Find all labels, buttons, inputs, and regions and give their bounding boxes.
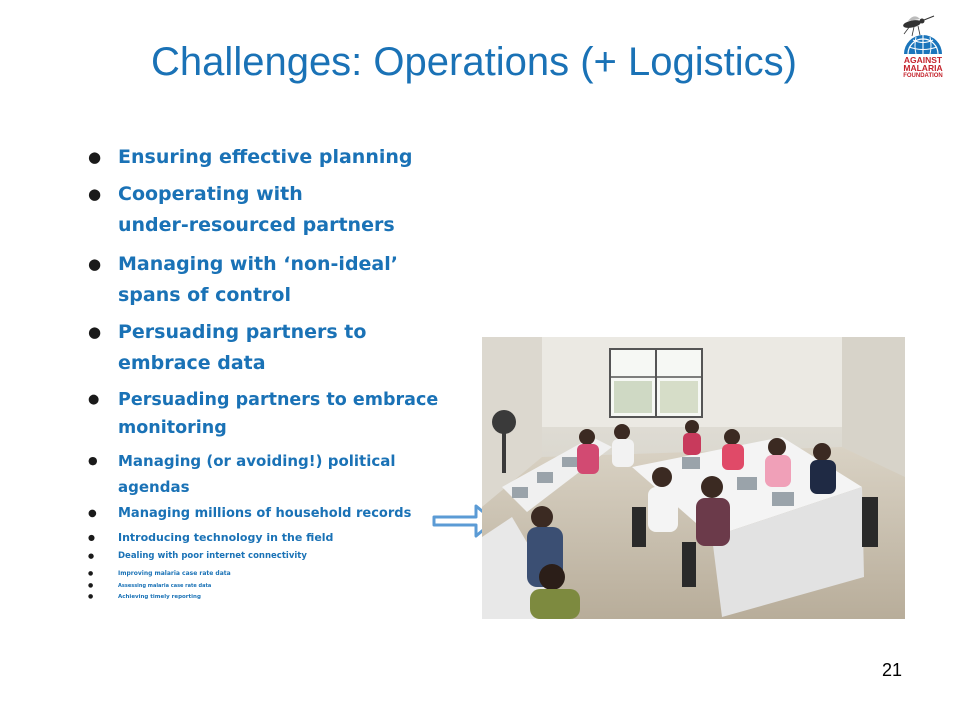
bullet-icon: ●	[88, 593, 94, 600]
bullet-icon: ●	[88, 255, 102, 273]
list-item-text: Persuading partners to embrace	[118, 390, 439, 410]
list-item-text: Ensuring effective planning	[118, 146, 413, 168]
list-item-text: monitoring	[118, 418, 227, 438]
bullet-icon: ●	[88, 570, 94, 577]
against-malaria-logo	[892, 10, 954, 82]
list-item	[88, 179, 395, 241]
list-item	[88, 582, 212, 590]
list-item	[88, 569, 231, 578]
page-number: 21	[881, 660, 902, 680]
slide-title: Challenges: Operations (+ Logistics)	[151, 40, 797, 84]
list-item	[88, 386, 439, 442]
list-item-text: Managing with ‘non-ideal’	[118, 253, 398, 275]
bullet-icon: ●	[88, 323, 102, 341]
list-item	[88, 448, 396, 500]
bullet-icon: ●	[88, 582, 94, 589]
list-item-text: agendas	[118, 478, 190, 496]
bullet-icon: ●	[88, 533, 95, 542]
bullet-icon: ●	[88, 148, 102, 166]
bullet-icon: ●	[88, 552, 95, 560]
list-item-text: spans of control	[118, 284, 291, 306]
list-item-text: Managing millions of household records	[118, 506, 412, 521]
list-item	[88, 593, 201, 601]
list-item	[88, 531, 334, 545]
bullet-icon: ●	[88, 392, 100, 407]
list-item-text: Improving malaria case rate data	[118, 570, 231, 577]
bullet-icon: ●	[88, 508, 97, 519]
list-item	[88, 551, 307, 562]
list-item	[88, 142, 413, 173]
list-item-text: Introducing technology in the field	[118, 531, 334, 544]
list-item-text: Persuading partners to	[118, 321, 367, 343]
logo-text-malaria: MALARIA	[903, 63, 943, 73]
list-item-text: under-resourced partners	[118, 214, 395, 236]
list-item	[88, 504, 412, 524]
mosquito-globe-icon	[892, 10, 954, 58]
list-item	[88, 249, 398, 311]
challenge-list	[0, 0, 470, 620]
logo-text-against: AGAINST	[903, 55, 943, 65]
list-item-text: Cooperating with	[118, 183, 303, 205]
data-entry-room-photo	[482, 337, 905, 619]
bullet-icon: ●	[88, 185, 102, 203]
bullet-icon: ●	[88, 454, 98, 467]
list-item-text: Assessing malaria case rate data	[118, 583, 212, 589]
logo-text-foundation: FOUNDATION	[903, 73, 943, 79]
list-item	[88, 317, 367, 379]
list-item-text: Achieving timely reporting	[118, 594, 201, 600]
list-item-text: embrace data	[118, 352, 266, 374]
list-item-text: Dealing with poor internet connectivity	[118, 551, 307, 561]
list-item-text: Managing (or avoiding!) political	[118, 452, 396, 470]
